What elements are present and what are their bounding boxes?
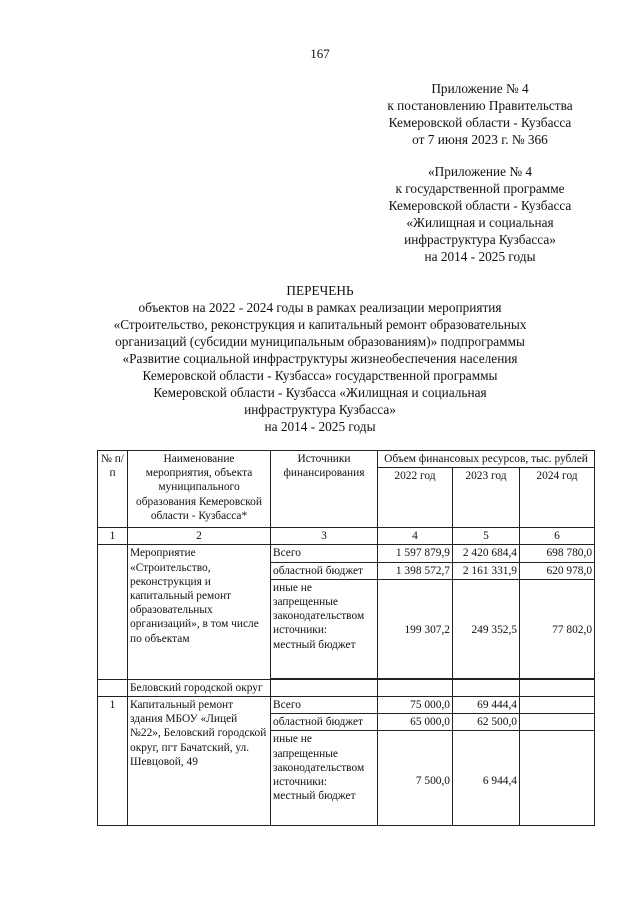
measure-name: Мероприятие «Строительство, реконструкция и капитальный ремонт образовательных организаций», в том числе по объектам xyxy=(128,545,271,679)
title-line: ПЕРЕЧЕНЬ xyxy=(286,283,354,298)
page-number: 167 xyxy=(310,46,330,61)
source-other: иные не запрещенные законодательством источники: xyxy=(273,581,365,637)
title-line: «Строительство, реконструкция и капитальный ремонт образовательных xyxy=(113,317,527,332)
appendix-line: «Приложение № 4 xyxy=(428,164,532,179)
district-num xyxy=(98,679,128,696)
title-line: объектов на 2022 - 2024 годы в рамках реализации мероприятия xyxy=(138,300,502,315)
source-local: местный бюджет xyxy=(273,638,356,651)
value-cell: 2 420 684,4 xyxy=(453,545,520,562)
source-total: Всего xyxy=(271,545,378,562)
local-value: 6 944,4 xyxy=(482,775,517,788)
local-value: 77 802,0 xyxy=(552,623,593,636)
table-row xyxy=(98,697,595,714)
empty-cell xyxy=(520,679,595,696)
value-cell xyxy=(520,714,595,731)
measure-num xyxy=(98,545,128,679)
appendix-line: от 7 июня 2023 г. № 366 xyxy=(412,132,548,147)
table-row xyxy=(98,679,595,696)
value-cell: 69 444,4 xyxy=(453,697,520,714)
col-number: 5 xyxy=(453,528,520,545)
financing-table xyxy=(97,450,595,826)
district-name: Беловский городской округ xyxy=(128,679,271,696)
value-cell xyxy=(520,731,595,826)
value-cell xyxy=(520,697,595,714)
col-number: 1 xyxy=(98,528,128,545)
appendix-line: «Жилищная и социальная xyxy=(406,215,554,230)
source-local: местный бюджет xyxy=(273,790,356,803)
value-cell xyxy=(453,579,520,678)
local-value: 7 500,0 xyxy=(415,775,450,788)
col-number: 4 xyxy=(378,528,453,545)
appendix-program-block xyxy=(360,163,600,265)
source-total: Всего xyxy=(271,697,378,714)
value-cell: 75 000,0 xyxy=(378,697,453,714)
value-cell: 62 500,0 xyxy=(453,714,520,731)
value-cell: 698 780,0 xyxy=(520,545,595,562)
header-2022: 2022 год xyxy=(378,468,453,528)
value-cell: 2 161 331,9 xyxy=(453,562,520,579)
title-line: Кемеровской области - Кузбасса «Жилищная и социальная xyxy=(153,385,487,400)
blank-line xyxy=(273,803,375,817)
header-2023: 2023 год xyxy=(453,468,520,528)
value-cell xyxy=(378,579,453,678)
value-cell: 65 000,0 xyxy=(378,714,453,731)
col-number: 6 xyxy=(520,528,595,545)
appendix-line: к государственной программе xyxy=(395,181,565,196)
value-cell: 1 597 879,9 xyxy=(378,545,453,562)
table-header-row xyxy=(98,451,595,468)
local-value: 199 307,2 xyxy=(404,623,450,636)
source-other-local xyxy=(271,579,378,678)
empty-cell xyxy=(453,679,520,696)
value-cell xyxy=(453,731,520,826)
source-other-local xyxy=(271,731,378,826)
source-regional: областной бюджет xyxy=(271,714,378,731)
appendix-line: к постановлению Правительства xyxy=(387,98,573,113)
value-cell xyxy=(378,731,453,826)
appendix-line: инфраструктура Кузбасса» xyxy=(404,232,556,247)
appendix-line: Кемеровской области - Кузбасса xyxy=(388,198,572,213)
table-row xyxy=(98,545,595,562)
appendix-resolution-block xyxy=(360,80,600,148)
col-number: 2 xyxy=(128,528,271,545)
object-name: Капитальный ремонт здания МБОУ «Лицей №22», Беловский городской округ, пгт Бачатский, ул. Шевцовой, 49 xyxy=(128,697,271,826)
col-number: 3 xyxy=(271,528,378,545)
appendix-line: на 2014 - 2025 годы xyxy=(424,249,536,264)
column-number-row xyxy=(98,528,595,545)
header-volume: Объем финансовых ресурсов, тыс. рублей xyxy=(378,451,595,468)
source-regional: областной бюджет xyxy=(271,562,378,579)
header-2024: 2024 год xyxy=(520,468,595,528)
header-sources: Источники финансирования xyxy=(271,451,378,528)
empty-cell xyxy=(271,679,378,696)
header-name: Наименование мероприятия, объекта муниципального образования Кемеровской области - Кузбасса* xyxy=(128,451,271,528)
source-other: иные не запрещенные законодательством источники: xyxy=(273,733,365,789)
header-num: № п/п xyxy=(98,451,128,528)
title-line: Кемеровской области - Кузбасса» государственной программы xyxy=(142,368,498,383)
value-cell: 1 398 572,7 xyxy=(378,562,453,579)
title-line: организаций (субсидии муниципальным образованиям)» подпрограммы xyxy=(115,334,525,349)
appendix-line: Приложение № 4 xyxy=(431,81,529,96)
value-cell: 620 978,0 xyxy=(520,562,595,579)
appendix-line: Кемеровской области - Кузбасса xyxy=(388,115,572,130)
title-line: на 2014 - 2025 годы xyxy=(264,419,376,434)
object-num: 1 xyxy=(98,697,128,826)
local-value: 249 352,5 xyxy=(471,623,517,636)
empty-cell xyxy=(378,679,453,696)
title-line: «Развитие социальной инфраструктуры жизнеобеспечения населения xyxy=(122,351,518,366)
title-line: инфраструктура Кузбасса» xyxy=(244,402,396,417)
document-title xyxy=(100,282,540,435)
value-cell xyxy=(520,579,595,678)
